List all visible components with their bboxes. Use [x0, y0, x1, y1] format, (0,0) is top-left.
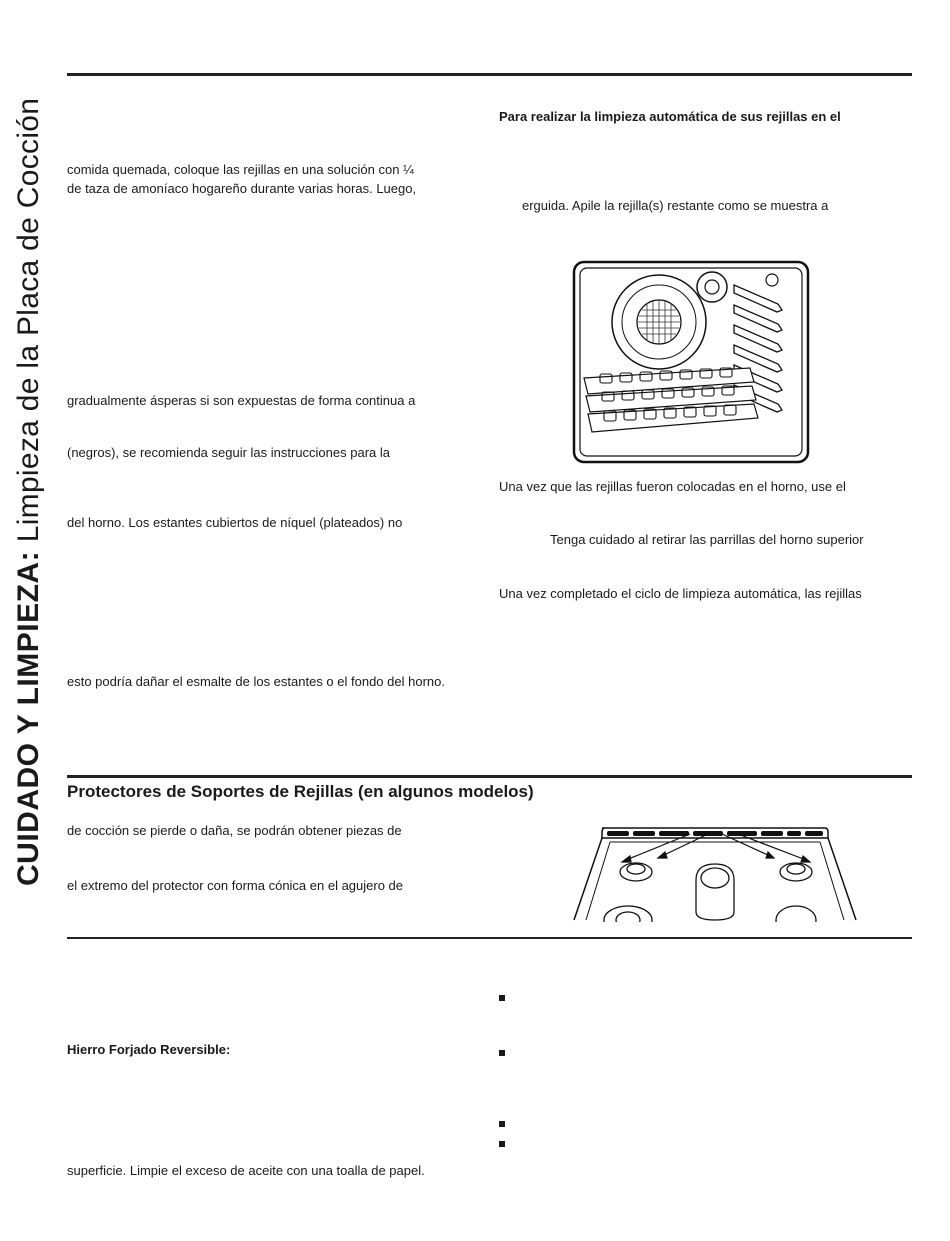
right-text-3: Tenga cuidado al retirar las parrillas del horno superior: [550, 532, 864, 547]
right-heading: Para realizar la limpieza automática de sus rejillas en el: [499, 109, 841, 124]
protectors-heading: Protectores de Soportes de Rejillas (en algunos modelos): [67, 782, 534, 801]
protectors-rule: [67, 775, 912, 778]
top-rule: [67, 73, 912, 76]
right-text-2: Una vez que las rejillas fueron colocadas en el horno, use el: [499, 479, 846, 494]
left-text-2: de taza de amoníaco hogareño durante varias horas. Luego,: [67, 181, 417, 196]
right-text-4: Una vez completado el ciclo de limpieza automática, las rejillas: [499, 586, 862, 601]
bullet-2: [499, 1050, 505, 1056]
protectors-text-1: de cocción se pierde o daña, se podrán obtener piezas de: [67, 823, 402, 838]
bullet-3: [499, 1121, 505, 1127]
left-text-6: esto podría dañar el esmalte de los estantes o el fondo del horno.: [67, 674, 445, 689]
bottom-section-rule: [67, 937, 912, 939]
side-title-light: Limpieza de la Placa de Cocción: [12, 97, 45, 551]
bullet-1: [499, 995, 505, 1001]
left-text-3: gradualmente ásperas si son expuestas de forma continua a: [67, 393, 416, 408]
left-text-1: comida quemada, coloque las rejillas en una solución con ¼: [67, 162, 414, 177]
bottom-text-1: superficie. Limpie el exceso de aceite con una toalla de papel.: [67, 1163, 425, 1178]
left-text-4: (negros), se recomienda seguir las instrucciones para la: [67, 445, 390, 460]
left-text-5: del horno. Los estantes cubiertos de níquel (plateados) no: [67, 515, 403, 530]
protectors-text-2: el extremo del protector con forma cónica en el agujero de: [67, 878, 404, 893]
side-title: [12, 98, 46, 886]
hierro-forjado-label: Hierro Forjado Reversible:: [67, 1042, 231, 1057]
bullet-4: [499, 1141, 505, 1147]
cooktop-protectors-illustration: [570, 820, 860, 922]
oven-racks-illustration: [572, 260, 812, 466]
side-title-bold: CUIDADO Y LIMPIEZA:: [12, 550, 45, 886]
right-text-1: erguida. Apile la rejilla(s) restante como se muestra a: [522, 198, 829, 213]
